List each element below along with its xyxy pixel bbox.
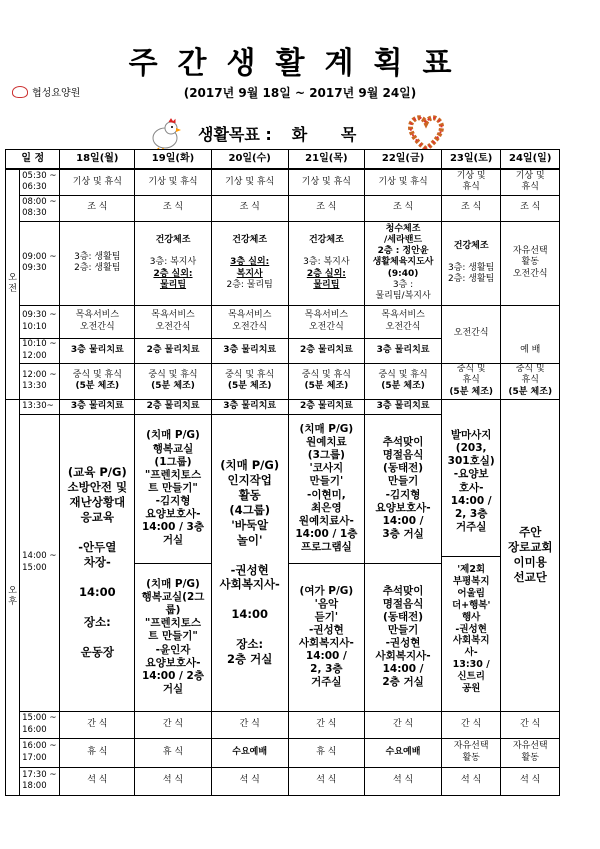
cell: 2층 물리치료 [135, 399, 212, 414]
program-text: (치매 P/G) 행복교실 (1그룹) "프렌치토스 트 만들기" -김지형 요양보호사- 14:00 / 3층 거실 [135, 415, 211, 564]
cell [441, 399, 501, 711]
cell: (교육 P/G) 소방안전 및 재난상황대 응교육 -안두열 차장- 14:00 장소: 운동장 [60, 414, 135, 711]
cell [365, 305, 442, 338]
cell: 3층 물리치료 [60, 399, 135, 414]
cell-text: 목욕서비스 [304, 310, 349, 321]
cell: (치매 P/G) 인지작업 활동 (4그룹) '바둑알 놀이' -권성현 사회복지사- 14:00 장소: 2층 거실 [211, 414, 288, 711]
cell: 3층 물리치료 [365, 399, 442, 414]
cell: 기상 및 휴식 [365, 169, 442, 195]
cell: 오전간식 [441, 305, 501, 363]
cell-text: 중식 및 휴식 [378, 369, 428, 380]
cell: 조 식 [60, 195, 135, 221]
cell: 석 식 [365, 767, 442, 795]
cell: 2층 물리치료 [288, 399, 365, 414]
cell-title: 건강체조 [155, 234, 191, 245]
cell-text: 오전간식 [155, 321, 191, 332]
date-range: (2017년 9월 18일 ~ 2017년 9월 24일) [183, 86, 417, 100]
cell-text: 오전간식 [232, 321, 268, 332]
cell-text: 3층 : 물리팀/복지사 [375, 279, 431, 302]
cell: 조 식 [501, 195, 560, 221]
cell-text: 목욕서비스 [381, 310, 425, 321]
table-row [6, 305, 560, 338]
cell [211, 221, 288, 305]
cell [288, 363, 365, 399]
time-cell: 17:30 ~ 18:00 [20, 767, 60, 795]
header-day: 20일(수) [211, 150, 288, 170]
cell [501, 363, 560, 399]
chicken-icon [145, 118, 185, 150]
cell: 수요예배 [365, 738, 442, 767]
header-period: 일 정 [6, 150, 60, 170]
cell: 조 식 [365, 195, 442, 221]
time-cell: 05:30 ~ 06:30 [20, 169, 60, 195]
cell: 3층 물리치료 [365, 338, 442, 363]
cell-text: (5분 체조) [508, 386, 553, 397]
cell-text: 2층 실외: 물리팀 [153, 268, 193, 290]
organization-name: 협성요양원 [32, 88, 81, 99]
cell-text: 2층 실외: 물리팀 [306, 268, 346, 290]
time-cell: 10:10 ~ 12:00 [20, 338, 60, 363]
cell: 자유선택 활동 [441, 738, 501, 767]
cell-text: 3층: 복지사 [303, 257, 350, 268]
cell [211, 305, 288, 338]
weekly-schedule-table [5, 149, 560, 796]
cell: 간 식 [441, 711, 501, 738]
cell: 조 식 [288, 195, 365, 221]
cell-text: (5분 체조) [75, 381, 120, 391]
cell [60, 305, 135, 338]
cell: 기상 및 휴식 [441, 169, 501, 195]
program-text: (치매 P/G) 원예치료 (3그룹) '코사지 만들기' -이현미, 최은영 원예치료사- 14:00 / 1층 프로그램실 [289, 415, 365, 564]
cell-text: 오전간식 [385, 321, 421, 332]
cell: 기상 및 휴식 [288, 169, 365, 195]
table-row [6, 711, 560, 738]
cell: 자유선택 활동 [501, 738, 560, 767]
time-cell: 14:00 ~ 15:00 [20, 414, 60, 711]
program-text: 발마사지 (203, 301호실) -요양보 호사- 14:00 / 2, 3층 거주실 [442, 408, 501, 557]
cell-text: 3층: 생활팀 2층: 생활팀 [447, 263, 495, 285]
cell [288, 305, 365, 338]
cell [211, 363, 288, 399]
cell: 간 식 [211, 711, 288, 738]
page-title: 주간생활계획표 [128, 46, 472, 81]
cell-text: 3층: 복지사 [149, 257, 197, 268]
cell: 간 식 [288, 711, 365, 738]
header-day: 21일(목) [288, 150, 365, 170]
cell-text: 2층 : 정안윤 생활체육지도사 (9:40) [372, 246, 434, 279]
time-cell: 13:30~ [20, 399, 60, 414]
cell-text: (5분 체조) [151, 381, 195, 391]
cell: 석 식 [135, 767, 212, 795]
cell: 예 배 [501, 305, 560, 363]
cell: 휴 식 [288, 738, 365, 767]
cell: 조 식 [211, 195, 288, 221]
cell: 수요예배 [211, 738, 288, 767]
cell: 휴 식 [135, 738, 212, 767]
cell [441, 221, 501, 305]
cell: 기상 및 휴식 [135, 169, 212, 195]
am-label: 오 전 [6, 169, 20, 399]
cell-text: 중식 및 휴식 [72, 369, 122, 380]
cell [288, 221, 365, 305]
cell: 간 식 [501, 711, 560, 738]
program-text: (여가 P/G) '음악 듣기' -권성현 사회복지사- 14:00 / 2, 3층 거주실 [298, 584, 354, 689]
cell: 기상 및 휴식 [60, 169, 135, 195]
program-text: 추석맞이 명절음식 (동태전) 만들기 -김지형 요양보호사- 14:00 / 3층 거실 [365, 415, 441, 564]
cell: 조 식 [441, 195, 501, 221]
cell-text: (5분 체조) [304, 381, 349, 391]
cell [288, 414, 365, 711]
program-text: (치매 P/G) 행복교실(2그 룹) "프렌치토스 트 만들기" -윤인자 요양보호사- 14:00 / 2층 거실 [141, 577, 205, 695]
cell: 석 식 [288, 767, 365, 795]
table-row [6, 169, 560, 195]
cell-text: 목욕서비스 [151, 310, 195, 321]
flower-heart-icon [405, 112, 447, 154]
cell [135, 414, 212, 711]
table-row [6, 195, 560, 221]
cell-text: (5분 체조) [381, 381, 425, 391]
cell: 기상 및 휴식 [501, 169, 560, 195]
time-cell: 16:00 ~ 17:00 [20, 738, 60, 767]
cell-text: 목욕서비스 [227, 310, 272, 321]
cell-text: 중식 및 휴식 [301, 369, 351, 380]
table-row [6, 221, 560, 305]
time-cell: 15:00 ~ 16:00 [20, 711, 60, 738]
program-text: 추석맞이 명절음식 (동태전) 만들기 -권성현 사회복지사- 14:00 / 2층 거실 [375, 584, 431, 689]
time-cell: 12:00 ~ 13:30 [20, 363, 60, 399]
cell: 3층 물리치료 [211, 399, 288, 414]
header-day: 22일(금) [365, 150, 442, 170]
cell-title: 청수체조 /세라밴드 [384, 223, 423, 245]
table-row [6, 363, 560, 399]
cell: 자유선택 활동 오전간식 [501, 221, 560, 305]
cell [365, 363, 442, 399]
cell: 휴 식 [60, 738, 135, 767]
cell: 조 식 [135, 195, 212, 221]
cell [135, 221, 212, 305]
cell: 기상 및 휴식 [211, 169, 288, 195]
cell-title: 건강체조 [232, 234, 268, 245]
header-day: 18일(월) [60, 150, 135, 170]
cell: 석 식 [501, 767, 560, 795]
program-text: '제2회 부평복지 어울림 더+행복' 행사 -권성현 사회복지 사- 13:30 / 신트리 공원 [451, 564, 491, 694]
cell-text: 중식 및 휴식 [456, 364, 486, 386]
cell-text: 2층: 물리팀 [226, 279, 273, 290]
cell [365, 414, 442, 711]
cell-text: 중식 및 휴식 [225, 369, 275, 380]
cell-text: 중식 및 휴식 [515, 364, 545, 386]
table-row [6, 767, 560, 795]
cell-title: 건강체조 [308, 234, 344, 245]
header-day: 23일(토) [441, 150, 501, 170]
cell [365, 221, 442, 305]
cell-text: 목욕서비스 [75, 310, 120, 321]
cell: 석 식 [60, 767, 135, 795]
time-cell: 08:00 ~ 08:30 [20, 195, 60, 221]
header-day: 24일(일) [501, 150, 560, 170]
cell: 2층 물리치료 [288, 338, 365, 363]
cell [60, 363, 135, 399]
header-day: 19일(화) [135, 150, 212, 170]
cell: 3층 물리치료 [60, 338, 135, 363]
cell-text: 오전간식 [308, 321, 344, 332]
cell: 간 식 [365, 711, 442, 738]
table-row [6, 738, 560, 767]
goal-value: 화 목 [291, 125, 371, 144]
cell: 주안 장로교회 이미용 선교단 [501, 399, 560, 711]
cell: 석 식 [211, 767, 288, 795]
cell [135, 363, 212, 399]
cell-text: 3층 실외: 복지사 [230, 257, 270, 279]
table-row [6, 399, 560, 414]
cell: 간 식 [135, 711, 212, 738]
cell-text: (5분 체조) [227, 381, 272, 391]
cell-text: 중식 및 휴식 [148, 369, 198, 380]
cell: 간 식 [60, 711, 135, 738]
goal-row [0, 112, 600, 152]
cell-text: 오전간식 [79, 321, 115, 332]
pm-label: 오 후 [6, 399, 20, 795]
cell: 석 식 [441, 767, 501, 795]
cell: 3층: 생활팀 2층: 생활팀 [60, 221, 135, 305]
time-cell: 09:00 ~ 09:30 [20, 221, 60, 305]
cell [441, 363, 501, 399]
time-cell: 09:30 ~ 10:10 [20, 305, 60, 338]
cell: 3층 물리치료 [211, 338, 288, 363]
cell-title: 건강체조 [453, 240, 489, 251]
header-row [6, 150, 560, 170]
goal-label: 생활목표 : [198, 125, 272, 144]
cell [135, 305, 212, 338]
goal [198, 122, 370, 145]
cell: 2층 물리치료 [135, 338, 212, 363]
cell-text: (5분 체조) [449, 386, 494, 397]
